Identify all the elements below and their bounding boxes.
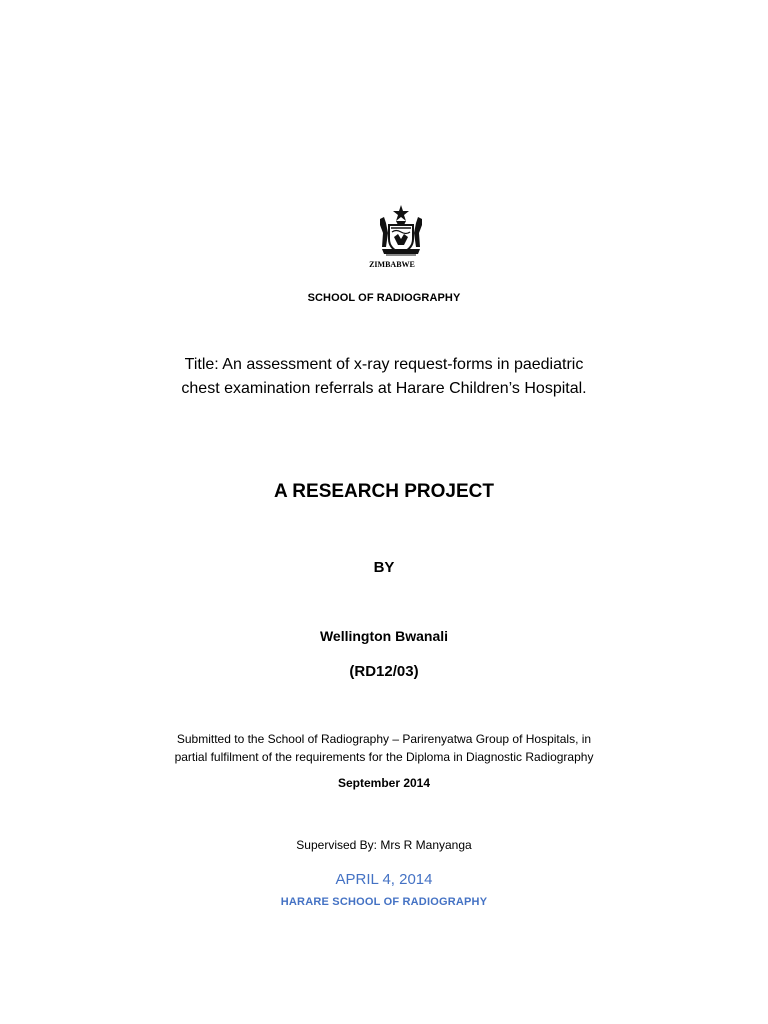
- school-heading: SCHOOL OF RADIOGRAPHY: [307, 292, 461, 304]
- cover-date: APRIL 4, 2014: [335, 871, 433, 888]
- zimbabwe-coat-of-arms-icon: [374, 203, 428, 259]
- supervisor-line: Supervised By: Mrs R Manyanga: [296, 838, 472, 852]
- submission-line-2: partial fulfilment of the requirements for the Diploma in Diagnostic Radiography: [174, 750, 594, 764]
- cover-school: HARARE SCHOOL OF RADIOGRAPHY: [280, 896, 488, 908]
- by-label: BY: [373, 559, 395, 576]
- project-title-line-2: chest examination referrals at Harare Children’s Hospital.: [181, 380, 587, 397]
- author-registration-number: (RD12/03): [349, 663, 419, 680]
- crest-label: ZIMBABWE: [369, 260, 415, 269]
- project-type-heading: A RESEARCH PROJECT: [274, 481, 494, 502]
- project-title: [0, 353, 768, 401]
- submission-line-1: Submitted to the School of Radiography – Parirenyatwa Group of Hospitals, in: [176, 732, 592, 746]
- submission-statement: [0, 730, 768, 766]
- project-title-line-1: Title: An assessment of x-ray request-forms in paediatric: [184, 356, 584, 373]
- author-name: Wellington Bwanali: [319, 628, 449, 644]
- submission-date: September 2014: [337, 776, 431, 790]
